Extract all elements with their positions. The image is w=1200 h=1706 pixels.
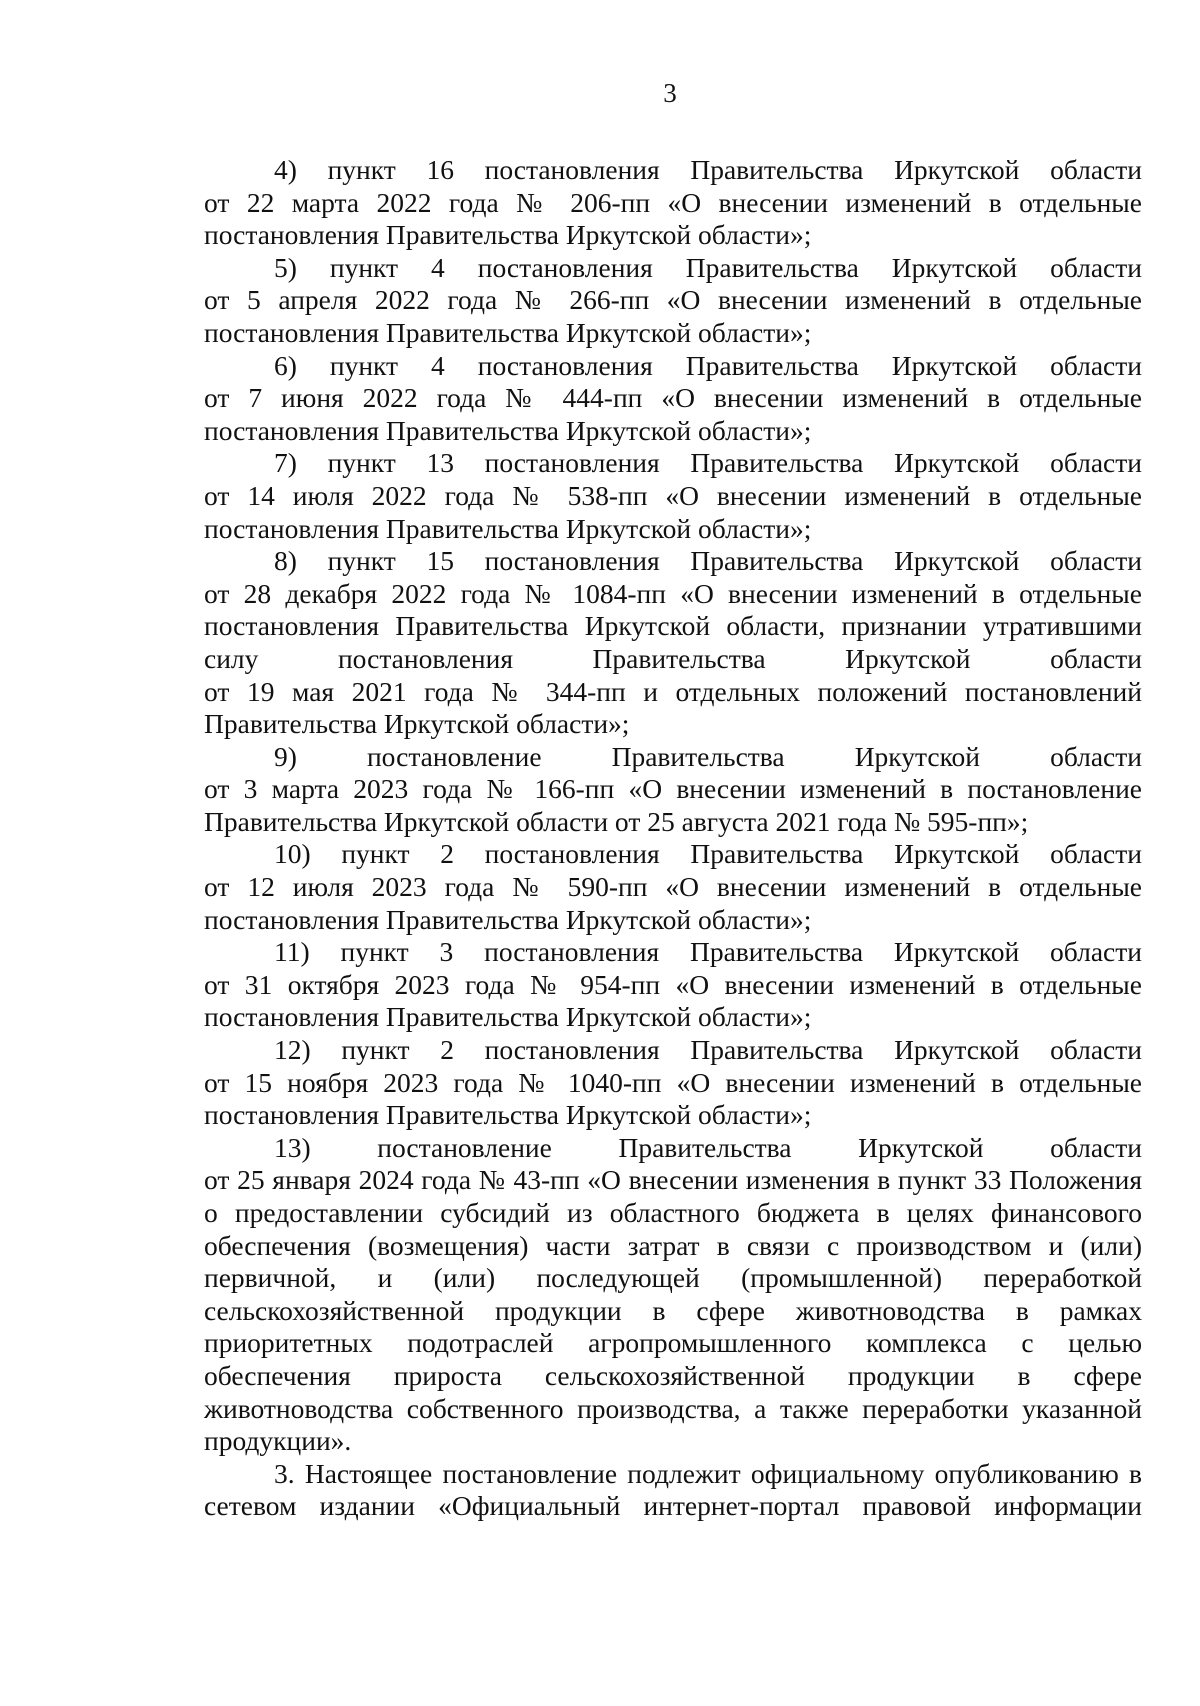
text-line: первичной, и (или) последующей (промышленной) переработкой [204,1262,1142,1294]
text-line: 8) пункт 15 постановления Правительства Иркутской области [274,545,1142,577]
text-line: 12) пункт 2 постановления Правительства Иркутской области [274,1034,1142,1066]
text-line: сельскохозяйственной продукции в сфере животноводства в рамках [204,1294,1142,1326]
text-line: 6) пункт 4 постановления Правительства Иркутской области [274,349,1142,381]
text-line: от 28 декабря 2022 года № 1084-пп «О внесении изменений в отдельные [204,577,1142,609]
paragraph [204,936,1142,1034]
text-line: от 7 июня 2022 года № 444-пп «О внесении изменений в отдельные [204,382,1142,414]
paragraph [204,1458,1142,1523]
paragraph [204,545,1142,741]
text-line: постановления Правительства Иркутской области»; [204,414,812,446]
paragraph [204,1034,1142,1132]
text-line: обеспечения прироста сельскохозяйственной продукции в сфере [204,1359,1142,1391]
text-line: от 22 марта 2022 года № 206-пп «О внесении изменений в отдельные [204,186,1142,218]
text-line: от 14 июля 2022 года № 538-пп «О внесении изменений в отдельные [204,479,1142,511]
text-line: постановления Правительства Иркутской области»; [204,1001,812,1033]
paragraph [204,1132,1142,1458]
text-line: животноводства собственного производства, а также переработки указанной [204,1392,1142,1424]
text-line: постановления Правительства Иркутской области»; [204,512,812,544]
text-line: сетевом издании «Официальный интернет-портал правовой информации [204,1490,1142,1522]
text-line: постановления Правительства Иркутской области»; [204,316,812,348]
text-line: постановления Правительства Иркутской области»; [204,903,812,935]
text-line: постановления Правительства Иркутской области»; [204,219,812,251]
paragraph [204,447,1142,545]
text-line: от 3 марта 2023 года № 166-пп «О внесении изменений в постановление [204,773,1142,805]
text-line: от 19 мая 2021 года № 344-пп и отдельных положений постановлений [204,675,1142,707]
text-line: 4) пункт 16 постановления Правительства Иркутской области [274,154,1142,185]
text-line: продукции». [204,1425,352,1457]
text-line: приоритетных подотраслей агропромышленного комплекса с целью [204,1327,1142,1359]
paragraph [204,350,1142,448]
text-line: постановления Правительства Иркутской области»; [204,1099,812,1131]
text-line: 11) пункт 3 постановления Правительства Иркутской области [274,936,1142,968]
text-line: обеспечения (возмещения) части затрат в связи с производством и (или) [204,1229,1142,1261]
page-number: 3 [663,78,677,108]
text-line: от 5 апреля 2022 года № 266-пп «О внесении изменений в отдельные [204,284,1142,316]
text-line: от 12 июля 2023 года № 590-пп «О внесении изменений в отдельные [204,871,1142,903]
paragraph [204,154,1142,252]
paragraph [204,741,1142,839]
text-line: Правительства Иркутской области от 25 августа 2021 года № 595-пп»; [204,805,1029,837]
text-line: 10) пункт 2 постановления Правительства Иркутской области [274,838,1142,870]
document-body [204,154,1142,1523]
text-line: 13) постановление Правительства Иркутской области [274,1131,1142,1163]
text-line: Правительства Иркутской области»; [204,708,630,740]
text-line: 3. Настоящее постановление подлежит официальному опубликованию в [274,1457,1142,1489]
paragraph [204,838,1142,936]
text-line: 9) постановление Правительства Иркутской области [274,740,1142,772]
text-line: от 31 октября 2023 года № 954-пп «О внесении изменений в отдельные [204,968,1142,1000]
text-line: 5) пункт 4 постановления Правительства Иркутской области [274,251,1142,283]
text-line: 7) пункт 13 постановления Правительства Иркутской области [274,447,1142,479]
text-line: от 25 января 2024 года № 43-пп «О внесении изменения в пункт 33 Положения [204,1164,1142,1196]
text-line: силу постановления Правительства Иркутской области [204,642,1142,674]
text-line: постановления Правительства Иркутской области, признании утратившими [204,610,1142,642]
paragraph [204,252,1142,350]
text-line: от 15 ноября 2023 года № 1040-пп «О внесении изменений в отдельные [204,1066,1142,1098]
text-line: о предоставлении субсидий из областного бюджета в целях финансового [204,1197,1142,1228]
